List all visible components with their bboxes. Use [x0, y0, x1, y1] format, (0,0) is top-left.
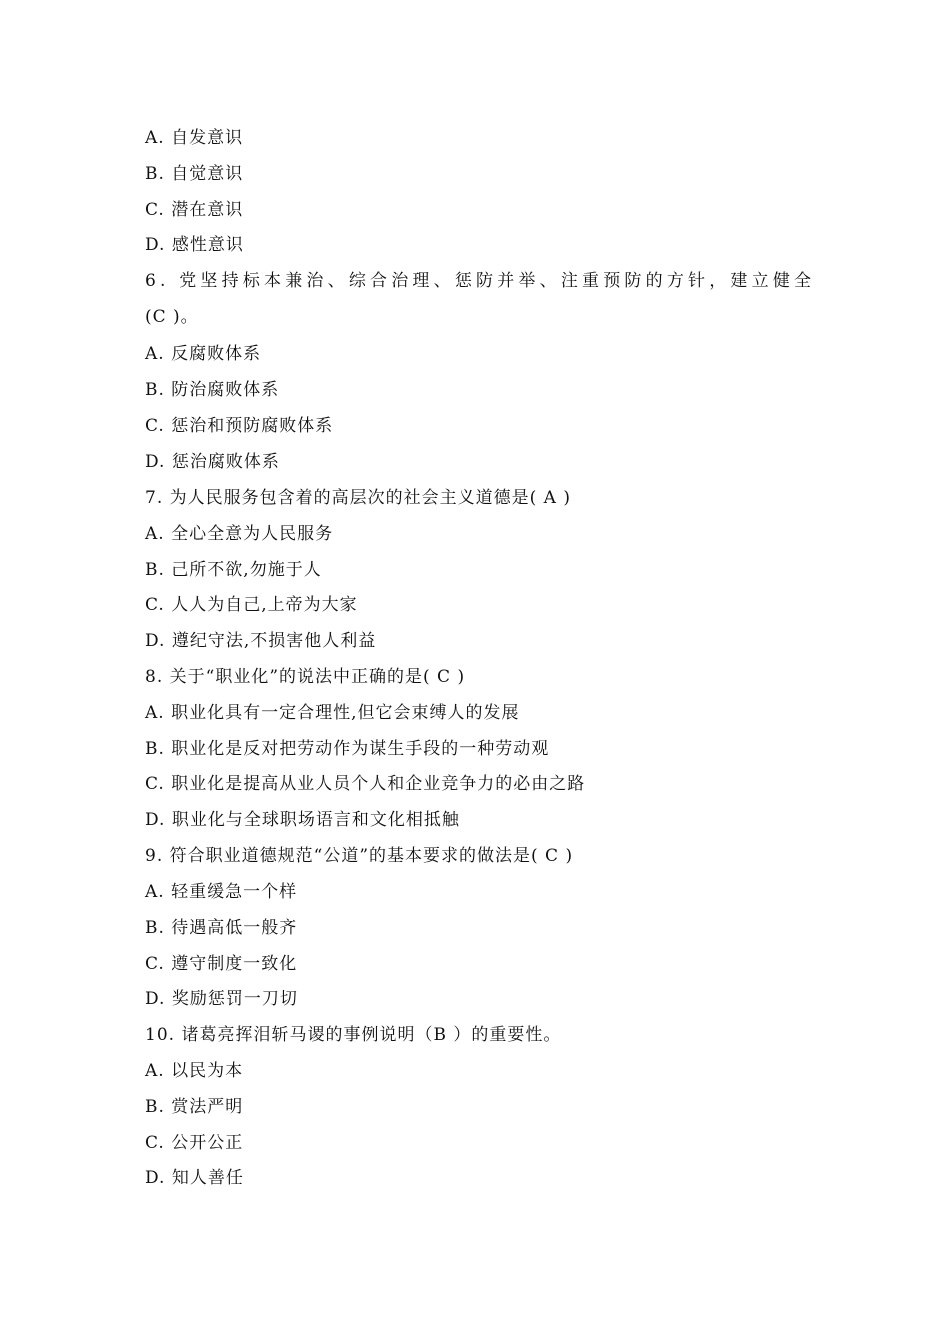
q10-option-a: A. 以民为本 — [145, 1061, 244, 1081]
q10-question: 10. 诸葛亮挥泪斩马谡的事例说明（B ）的重要性。 — [145, 1025, 562, 1045]
q10-option-b: B. 赏法严明 — [145, 1097, 244, 1117]
q8-option-d: D. 职业化与全球职场语言和文化相抵触 — [145, 810, 460, 830]
q6-option-d: D. 惩治腐败体系 — [145, 452, 280, 472]
q5-option-d: D. 感性意识 — [145, 235, 244, 255]
q5-option-b: B. 自觉意识 — [145, 164, 244, 184]
q7-option-b: B. 己所不欲,勿施于人 — [145, 560, 322, 580]
q8-option-b: B. 职业化是反对把劳动作为谋生手段的一种劳动观 — [145, 739, 550, 759]
q6-option-c: C. 惩治和预防腐败体系 — [145, 416, 334, 436]
q10-option-c: C. 公开公正 — [145, 1133, 244, 1153]
q5-option-c: C. 潜在意识 — [145, 200, 244, 220]
q10-option-d: D. 知人善任 — [145, 1168, 244, 1188]
q8-option-c: C. 职业化是提高从业人员个人和企业竞争力的必由之路 — [145, 774, 586, 794]
q6-question: 6. 党坚持标本兼治、综合治理、惩防并举、注重预防的方针，建立健全 — [145, 271, 816, 291]
q9-option-d: D. 奖励惩罚一刀切 — [145, 989, 298, 1009]
q9-option-b: B. 待遇高低一般齐 — [145, 918, 298, 938]
q9-question: 9. 符合职业道德规范“公道”的基本要求的做法是( C ) — [145, 846, 574, 866]
q8-question: 8. 关于“职业化”的说法中正确的是( C ) — [145, 667, 466, 687]
q9-option-c: C. 遵守制度一致化 — [145, 954, 298, 974]
q7-option-a: A. 全心全意为人民服务 — [145, 524, 334, 544]
q8-option-a: A. 职业化具有一定合理性,但它会束缚人的发展 — [145, 703, 520, 723]
q6-question-continued: (C )。 — [145, 307, 199, 327]
q5-option-a: A. 自发意识 — [145, 128, 244, 148]
q9-option-a: A. 轻重缓急一个样 — [145, 882, 298, 902]
q7-option-d: D. 遵纪守法,不损害他人利益 — [145, 631, 377, 651]
q7-option-c: C. 人人为自己,上帝为大家 — [145, 595, 358, 615]
q6-option-a: A. 反腐败体系 — [145, 344, 262, 364]
q7-question: 7. 为人民服务包含着的高层次的社会主义道德是( A ) — [145, 488, 571, 508]
q6-option-b: B. 防治腐败体系 — [145, 380, 280, 400]
